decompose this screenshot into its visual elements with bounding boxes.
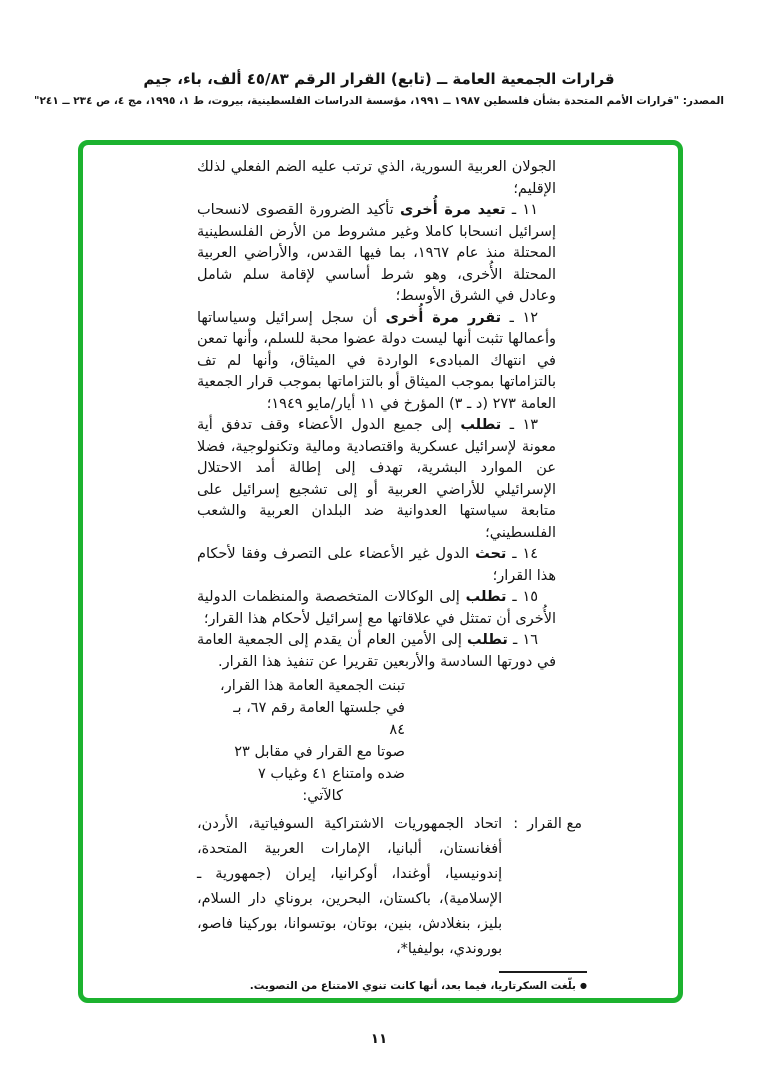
item-lead: تطلب [460, 417, 502, 433]
resolution-body [197, 157, 556, 673]
item-text: إلى جميع الدول الأعضاء وقف تدفق أية معونة لإسرائيل عسكرية واقتصادية ومالية وتكنولوجية، فضلا عن الموارد البشرية، تهدف إلى إطالة أمد الاحتلال الإسرائيلي للأراضي العربية أو إلى تشجيع إسرائيل على متابعة سياستها العدوانية ضد البلدان العربية والشعب الفلسطيني؛ [197, 417, 556, 541]
vote-for-countries: اتحاد الجمهوريات الاشتراكية السوفياتية، الأردن، أفغانستان، ألبانيا، الإمارات العربية المتحدة، إندونيسيا، أوغندا، أوكرانيا، إيران (جمهورية ـ الإسلامية)، باكستان، البحرين، بروناي دار السلام، بليز، بنغلادش، بنين، بوتان، بوتسوانا، بوركينا فاصو، بوروندي، بوليفيا*، [197, 816, 503, 957]
page-title: قرارات الجمعية العامة ــ (تابع) القرار الرقم ٤٥/٨٣ ألف، باء، جيم [143, 70, 615, 88]
footnote [201, 971, 587, 993]
resolution-item-12 [197, 308, 556, 416]
resolution-item-13 [197, 415, 556, 544]
item-lead: تحث [475, 546, 507, 562]
footnote-bullet-icon: ● [580, 981, 587, 990]
vote-for-block [197, 812, 582, 962]
resolution-item-11 [197, 200, 556, 308]
page-header [0, 70, 758, 107]
resolution-item-16 [197, 630, 556, 673]
page-number: ١١ [370, 1031, 388, 1047]
intro-paragraph: الجولان العربية السورية، الذي ترتب عليه الضم الفعلي لذلك الإقليم؛ [197, 159, 556, 197]
footnote-rule [499, 971, 587, 973]
vote-summary-line: في جلستها العامة رقم ٦٧، بـ ٨٤ [233, 700, 405, 738]
footnote-text [201, 979, 587, 993]
source-line: المصدر: "قرارات الأمم المتحدة بشأن فلسطين ١٩٨٧ ــ ١٩٩١، مؤسسة الدراسات الفلسطينية، بيروت، ط ١، ١٩٩٥، مج ٤، ص ٢٣٤ ــ ٢٤١" [34, 95, 724, 107]
resolution-item-14 [197, 544, 556, 587]
item-lead: تطلب [467, 632, 508, 648]
item-number: ١٥ ـ [512, 589, 539, 605]
vote-summary-line: ضده وامتناع ٤١ وغياب ٧ [258, 766, 405, 782]
vote-summary-line: كالآتي: [302, 788, 343, 804]
item-text: الدول غير الأعضاء على التصرف وفقا لأحكام هذا القرار؛ [197, 546, 556, 584]
item-lead: تعيد مرة أُخرى [399, 202, 506, 218]
item-lead: تطلب [465, 589, 507, 605]
item-text: إلى الوكالات المتخصصة والمنظمات الدولية الأُخرى أن تمتثل في علاقاتها مع إسرائيل لأحكام هذا القرار؛ [197, 589, 556, 627]
item-number: ١٦ ـ [513, 632, 539, 648]
footnote-body: بلّغت السكرتاريا، فيما بعد، أنها كانت تنوي الامتناع من التصويت. [249, 980, 577, 992]
vote-summary-line: تبنت الجمعية العامة هذا القرار، [220, 678, 405, 694]
vote-for-label: مع القرار [527, 816, 582, 832]
vote-summary-line: صوتا مع القرار في مقابل ٢٣ [234, 744, 405, 760]
item-number: ١٤ ـ [512, 546, 539, 562]
vote-for-colon: : [513, 816, 519, 832]
item-text: أن سجل إسرائيل وسياساتها وأعمالها تثبت أنها ليست دولة عضوا محبة للسلم، وأنها تمعن في انتهاك المبادىء الواردة في الميثاق، وأنها لم تف بالتزاماتها بموجب الميثاق أو بالتزاماتها بموجب قرار الجمعية العامة ٢٧٣ (د ـ ٣) المؤرخ في ١١ أيار/مايو ١٩٤٩؛ [197, 309, 556, 412]
item-number: ١٢ ـ [509, 309, 539, 326]
content-frame [78, 140, 683, 1003]
item-number: ١١ ـ [511, 202, 538, 218]
vote-summary [217, 675, 405, 807]
item-number: ١٣ ـ [509, 417, 539, 433]
item-lead: تقرر مرة أُخرى [385, 309, 502, 326]
resolution-item-15 [197, 587, 556, 630]
item-text: إلى الأمين العام أن يقدم إلى الجمعية العامة في دورتها السادسة والأربعين تقريرا عن تنفيذ هذا القرار. [197, 632, 556, 670]
item-text: تأكيد الضرورة القصوى لانسحاب إسرائيل انسحابا كاملا وغير مشروط من الأرض الفلسطينية المحتلة منذ عام ١٩٦٧، بما فيها القدس، والأراضي العربية المحتلة الأُخرى، وهو شرط أساسي لإقامة سلم شامل وعادل في الشرق الأوسط؛ [197, 202, 556, 304]
